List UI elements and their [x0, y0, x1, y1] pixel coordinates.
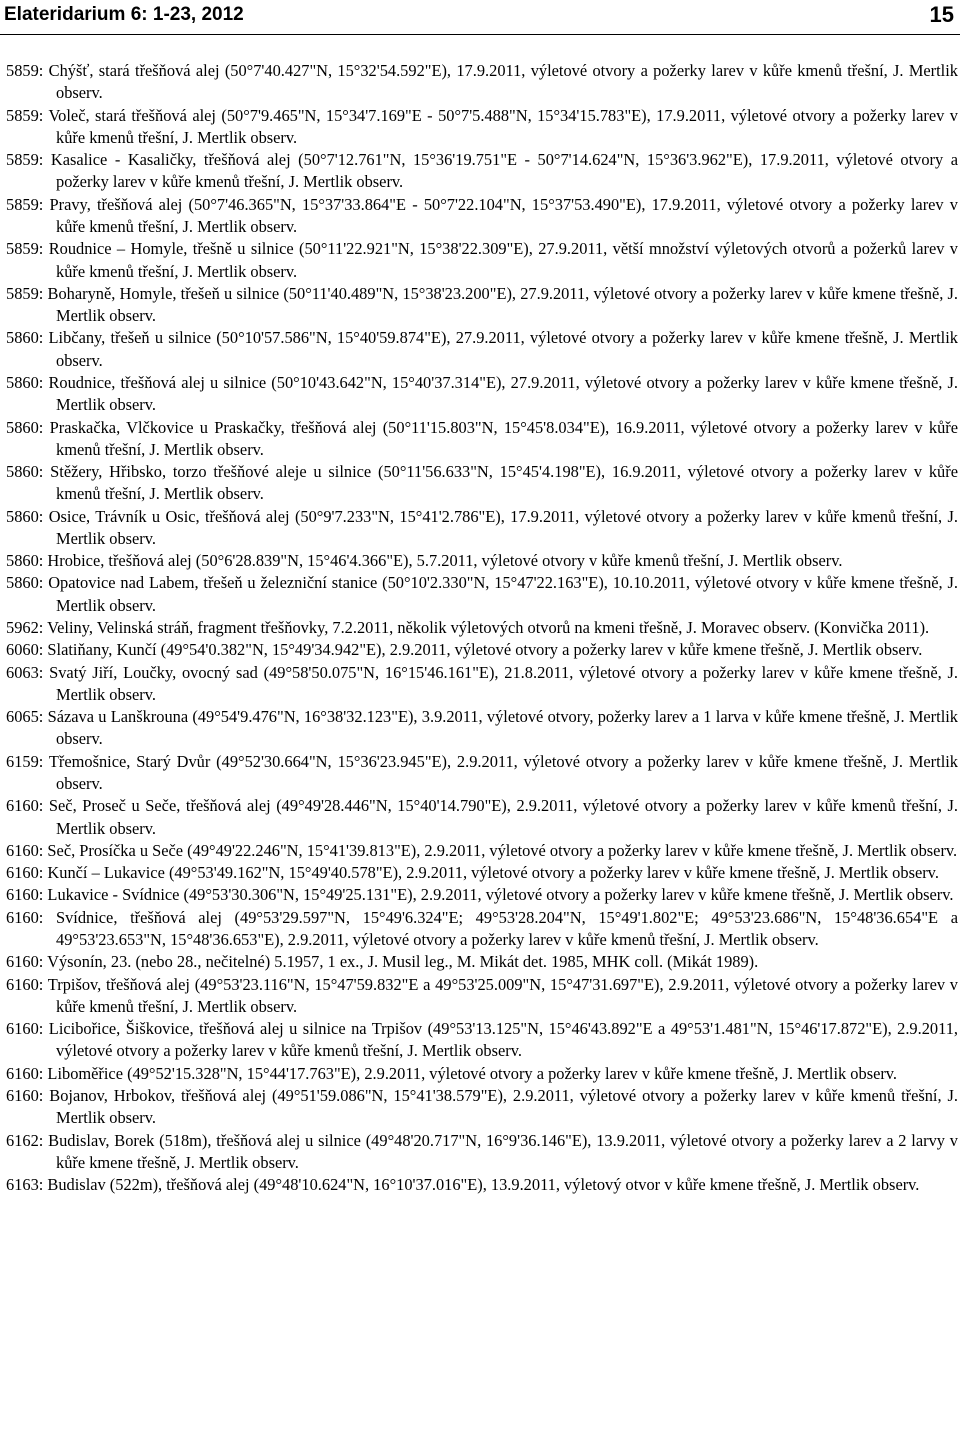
record-entry: 5860: Stěžery, Hřibsko, torzo třešňové aleje u silnice (50°11'56.633"N, 15°45'4.198"E), 16.9.2011, výletové otvory a požerky larev v kůře kmenů třešní, J. Mertlik observ. — [6, 462, 958, 504]
record-entry: 6160: Trpišov, třešňová alej (49°53'23.116"N, 15°47'59.832"E a 49°53'25.009"N, 15°47'31.697"E), 2.9.2011, výletové otvory a požerky larev v kůře kmenů třešní, J. Mertlik observ. — [6, 974, 958, 1016]
header-rule — [0, 34, 960, 35]
record-entry: 6160: Kunčí – Lukavice (49°53'49.162"N, 15°49'40.578"E), 2.9.2011, výletové otvory a požerky larev v kůře kmene třešně, J. Mertlik observ. — [6, 863, 939, 883]
record-entry: 5859: Boharyně, Homyle, třešeň u silnice (50°11'40.489"N, 15°38'23.200"E), 27.9.2011, výletové otvory a požerky larev v kůře kmene třešně, J. Mertlik observ. — [6, 283, 958, 326]
record-entry: 5859: Pravy, třešňová alej (50°7'46.365"N, 15°37'33.864"E - 50°7'22.104"N, 15°37'53.490"E), 17.9.2011, výletové otvory a požerky larev v kůře kmenů třešní, J. Mertlik observ. — [6, 194, 958, 236]
record-entry: 6160: Bojanov, Hrbokov, třešňová alej (49°51'59.086"N, 15°41'38.579"E), 2.9.2011, výletové otvory a požerky larev v kůře kmenů třešní, J. Mertlik observ. — [6, 1085, 958, 1128]
record-entry: 5859: Kasalice - Kasaličky, třešňová alej (50°7'12.761"N, 15°36'19.751"E - 50°7'14.624"N, 15°36'3.962"E), 17.9.2011, výletové otvory a požerky larev v kůře kmenů třešní, J. Mertlik observ. — [6, 150, 958, 192]
record-entry: 6160: Licibořice, Šiškovice, třešňová alej u silnice na Trpišov (49°53'13.125"N, 15°46'43.892"E a 49°53'1.481"N, 15°46'17.872"E), 2.9.2011, výletové otvory a požerky larev v kůře kmenů třešní, J. Mertlik observ. — [6, 1019, 958, 1061]
record-entry: 6159: Třemošnice, Starý Dvůr (49°52'30.664"N, 15°36'23.945"E), 2.9.2011, výletové otvory a požerky larev v kůře kmene třešně, J. Mertlik observ. — [6, 751, 958, 793]
record-entry: 5859: Chýšť, stará třešňová alej (50°7'40.427"N, 15°32'54.592"E), 17.9.2011, výletové otvory a požerky larev v kůře kmenů třešní, J. Mertlik observ. — [6, 61, 958, 103]
record-entry: 6163: Budislav (522m), třešňová alej (49°48'10.624"N, 16°10'37.016"E), 13.9.2011, výletový otvor v kůře kmene třešně, J. Mertlik observ. — [6, 1175, 920, 1195]
record-entry: 6160: Seč, Proseč u Seče, třešňová alej (49°49'28.446"N, 15°40'14.790"E), 2.9.2011, výletové otvory a požerky larev v kůře kmenů třešní, J. Mertlik observ. — [6, 796, 958, 838]
record-entry: 6160: Seč, Prosíčka u Seče (49°49'22.246"N, 15°41'39.813"E), 2.9.2011, výletové otvory a požerky larev v kůře kmene třešně, J. Mertlik observ. — [6, 840, 958, 860]
record-entry: 6160: Svídnice, třešňová alej (49°53'29.597"N, 15°49'6.324"E; 49°53'28.204"N, 15°49'1.802"E; 49°53'23.686"N, 15°48'36.654"E a 49°53'23.653"N, 15°48'36.653"E), 2.9.2011, výletové otvory a požerky larev v kůře kmenů třešní, J. Mertlik observ. — [6, 907, 958, 949]
record-entry: 5859: Roudnice – Homyle, třešně u silnice (50°11'22.921"N, 15°38'22.309"E), 27.9.2011, větší množství výletových otvorů a požerků larev v kůře kmenů třešní, J. Mertlik observ. — [6, 239, 958, 281]
record-entry: 5962: Veliny, Velinská stráň, fragment třešňovky, 7.2.2011, několik výletových otvorů na kmeni třešně, J. Moravec observ. (Konvička 2011). — [6, 618, 930, 638]
record-entry: 5860: Praskačka, Vlčkovice u Praskačky, třešňová alej (50°11'15.803"N, 15°45'8.034"E), 16.9.2011, výletové otvory a požerky larev v kůře kmenů třešní, J. Mertlik observ. — [6, 417, 958, 459]
record-entry: 6160: Lukavice - Svídnice (49°53'30.306"N, 15°49'25.131"E), 2.9.2011, výletové otvory a požerky larev v kůře kmene třešně, J. Mertlik observ. — [6, 885, 954, 905]
record-entry: 6065: Sázava u Lanškrouna (49°54'9.476"N, 16°38'32.123"E), 3.9.2011, výletové otvory, požerky larev a 1 larva v kůře kmene třešně, J. Mertlik observ. — [6, 707, 958, 749]
record-entry: 6160: Liboměřice (49°52'15.328"N, 15°44'17.763"E), 2.9.2011, výletové otvory a požerky larev v kůře kmene třešně, J. Mertlik observ. — [6, 1063, 898, 1083]
record-entry: 6063: Svatý Jiří, Loučky, ovocný sad (49°58'50.075"N, 16°15'46.161"E), 21.8.2011, výletové otvory a požerky larev v kůře kmene třešně, J. Mertlik observ. — [6, 662, 958, 704]
record-entry: 5860: Roudnice, třešňová alej u silnice (50°10'43.642"N, 15°40'37.314"E), 27.9.2011, výletové otvory a požerky larev v kůře kmene třešně, J. Mertlik observ. — [6, 372, 958, 415]
record-entry: 6160: Výsonín, 23. (nebo 28., nečitelné) 5.1957, 1 ex., J. Musil leg., M. Mikát det. 1985, MHK coll. (Mikát 1989). — [6, 952, 759, 972]
record-entry: 5860: Hrobice, třešňová alej (50°6'28.839"N, 15°46'4.366"E), 5.7.2011, výletové otvory v kůře kmenů třešní, J. Mertlik observ. — [6, 551, 843, 571]
record-entry: 6060: Slatiňany, Kunčí (49°54'0.382"N, 15°49'34.942"E), 2.9.2011, výletové otvory a požerky larev v kůře kmene třešně, J. Mertlik observ. — [6, 640, 923, 660]
page-number: 15 — [929, 2, 954, 27]
record-entry: 5860: Osice, Trávník u Osic, třešňová alej (50°9'7.233"N, 15°41'2.786"E), 17.9.2011, výletové otvory a požerky larev v kůře kmenů třešní, J. Mertlik observ. — [6, 506, 958, 548]
page-header — [0, 0, 960, 36]
faunistic-records — [6, 60, 958, 1196]
journal-citation: Elateridarium 6: 1-23, 2012 — [4, 4, 244, 25]
record-entry: 5859: Voleč, stará třešňová alej (50°7'9.465"N, 15°34'7.169"E - 50°7'5.488"N, 15°34'15.783"E), 17.9.2011, výletové otvory a požerky larev v kůře kmenů třešní, J. Mertlik observ. — [6, 105, 958, 147]
record-entry: 5860: Libčany, třešeň u silnice (50°10'57.586"N, 15°40'59.874"E), 27.9.2011, výletové otvory a požerky larev v kůře kmene třešně, J. Mertlik observ. — [6, 328, 958, 370]
record-entry: 6162: Budislav, Borek (518m), třešňová alej u silnice (49°48'20.717"N, 16°9'36.146"E), 13.9.2011, výletové otvory a požerky larev a 2 larvy v kůře kmene třešně, J. Mertlik observ. — [6, 1130, 958, 1172]
record-entry: 5860: Opatovice nad Labem, třešeň u železniční stanice (50°10'2.330"N, 15°47'22.163"E), 10.10.2011, výletové otvory v kůře kmene třešně, J. Mertlik observ. — [6, 573, 958, 615]
